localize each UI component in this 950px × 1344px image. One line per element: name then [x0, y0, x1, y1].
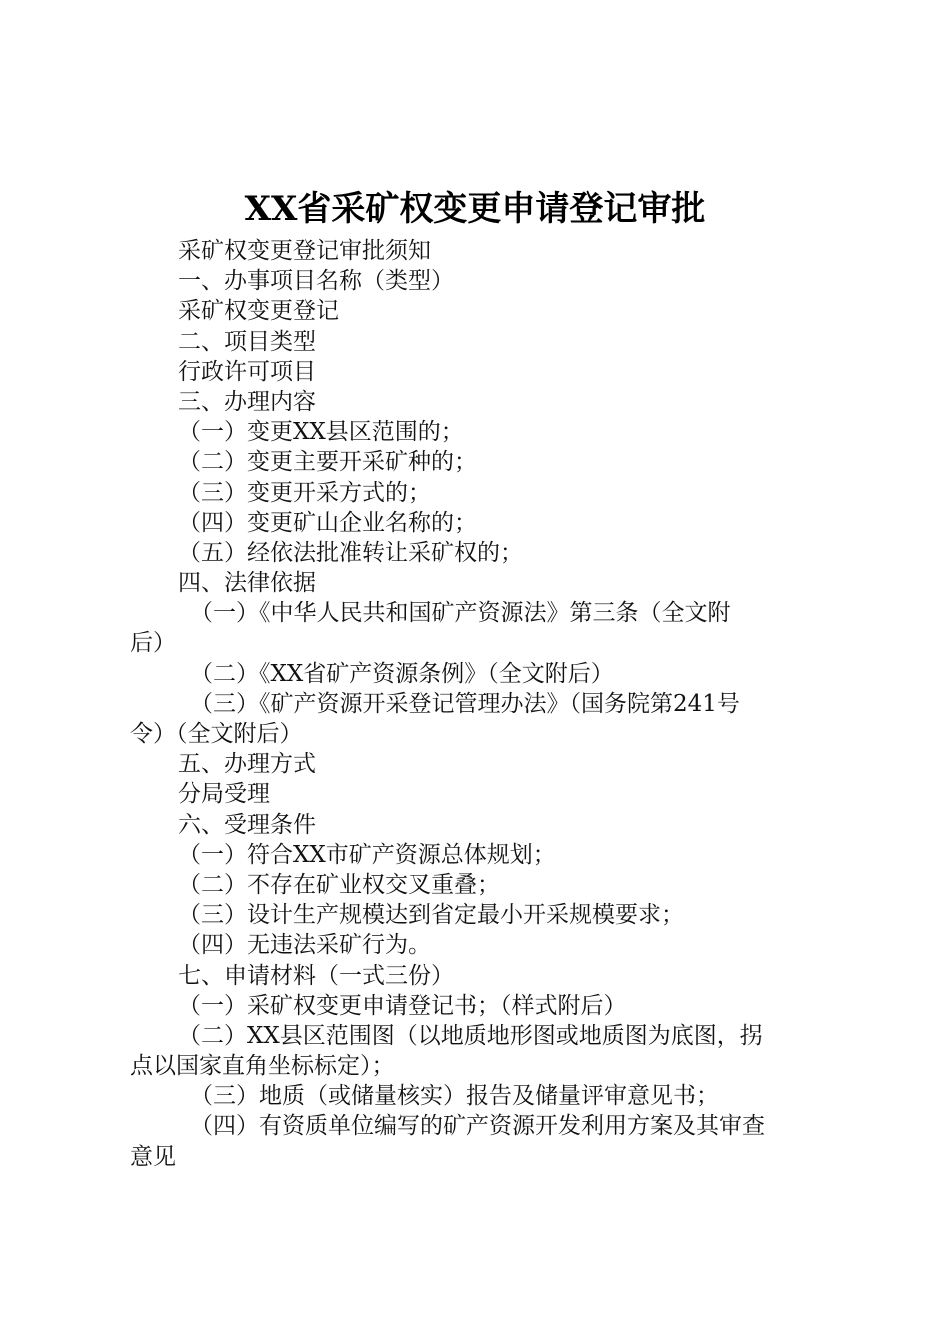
list-item: （二）不存在矿业权交叉重叠；	[178, 871, 500, 898]
list-item: （三）地质（或储量核实）报告及储量评审意见书；	[190, 1083, 719, 1110]
list-item: （一）符合XX市矿产资源总体规划；	[178, 841, 556, 868]
list-item: （四）有资质单位编写的矿产资源开发利用方案及其审查	[190, 1113, 765, 1140]
section-text: 采矿权变更登记	[178, 298, 339, 325]
section-heading-7: 七、申请材料（一式三份）	[178, 962, 454, 989]
list-item: （二）《XX省矿产资源条例》（全文附后）	[190, 660, 614, 687]
list-item: （一）采矿权变更申请登记书；（样式附后）	[178, 992, 627, 1019]
list-item-continuation: 点以国家直角坐标标定）；	[130, 1053, 395, 1080]
section-heading-1: 一、办事项目名称（类型）	[178, 268, 454, 295]
list-item-continuation: 后）	[130, 630, 176, 657]
document-body	[130, 236, 832, 1172]
list-item: （二）变更主要开采矿种的；	[178, 449, 477, 476]
notice-heading: 采矿权变更登记审批须知	[178, 238, 431, 264]
list-item: （四）变更矿山企业名称的；	[178, 509, 477, 536]
document-title: XX省采矿权变更申请登记审批	[244, 189, 706, 229]
list-item: （二）XX县区范围图（以地质地形图或地质图为底图，拐	[178, 1022, 763, 1049]
list-item: （三）变更开采方式的；	[178, 479, 431, 506]
list-item: （五）经依法批准转让采矿权的；	[178, 539, 523, 566]
section-text: 行政许可项目	[178, 358, 316, 385]
list-item-continuation: 意见	[130, 1143, 176, 1170]
list-item: （三）《矿产资源开采登记管理办法》（国务院第241号	[190, 690, 740, 717]
section-heading-2: 二、项目类型	[178, 328, 316, 355]
list-item: （四）无违法采矿行为。	[178, 932, 431, 959]
section-heading-5: 五、办理方式	[178, 751, 316, 778]
section-text: 分局受理	[178, 781, 270, 808]
list-item: （一）变更XX县区范围的；	[178, 419, 464, 446]
section-heading-3: 三、办理内容	[178, 388, 316, 415]
list-item-continuation: 令）（全文附后）	[130, 721, 303, 747]
list-item: （三）设计生产规模达到省定最小开采规模要求；	[178, 902, 684, 929]
section-heading-4: 四、法律依据	[178, 570, 316, 597]
list-item: （一）《中华人民共和国矿产资源法》第三条（全文附	[190, 600, 731, 627]
section-heading-6: 六、受理条件	[178, 811, 316, 838]
